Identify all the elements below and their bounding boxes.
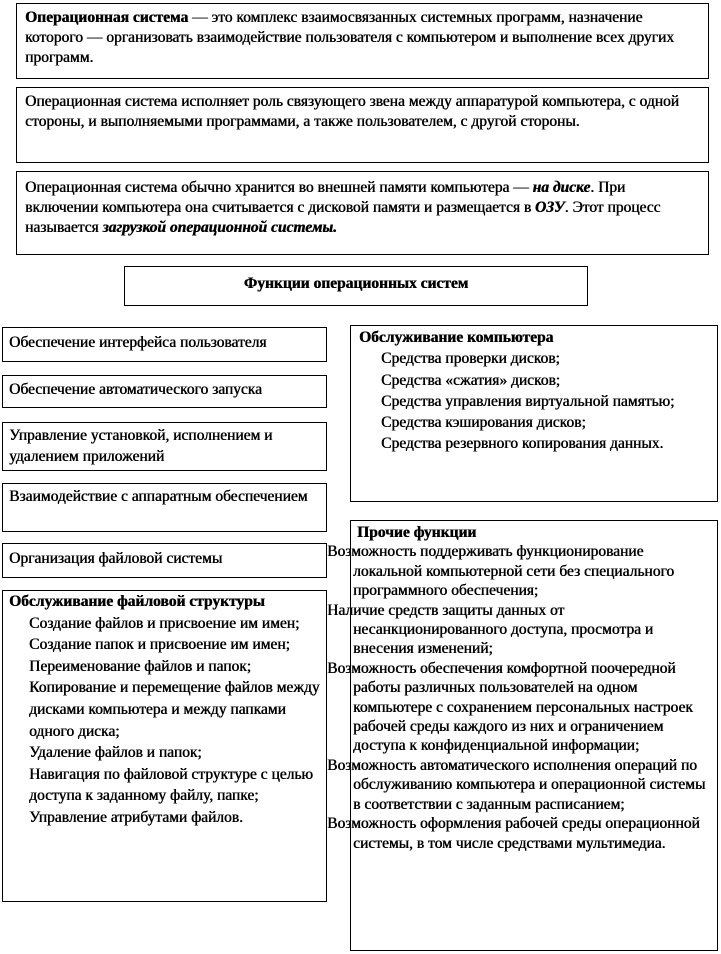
list-item: Возможность обеспечения комфортной поочередной работы различных пользователей на одном компьютере с сохранением персональных настроек рабочей среды каждого из них и ограничением доступа к конфиденциальной информации;: [327, 659, 693, 755]
function-user-interface: [2, 327, 327, 362]
list-item: Возможность оформления рабочей среды операционной системы, в том числе средствами мультимедиа.: [327, 815, 700, 852]
list-item: Средства проверки дисков;: [381, 350, 560, 368]
storage-box: [16, 171, 709, 255]
file-structure-box: [2, 590, 327, 902]
list-item: Удаление файлов и папок;: [29, 744, 202, 762]
functions-title: [124, 266, 588, 306]
computer-service-box: [350, 325, 718, 502]
list-item: Переименование файлов и папок;: [29, 657, 251, 675]
storage-text-2: . При включении компьютера она считывается с дисковой памяти и размещается в: [25, 179, 626, 216]
computer-service-title: Обслуживание компьютера: [359, 329, 554, 346]
list-item: Возможность поддерживать функционирование локальной компьютерной сети без специального программного обеспечения;: [327, 543, 675, 600]
list-item: Средства резервного копирования данных.: [381, 435, 664, 453]
list-item: Навигация по файловой структуре с целью доступа к заданному файлу, папке;: [29, 765, 313, 805]
file-structure-list: [9, 613, 320, 829]
definition-term: Операционная система: [25, 9, 189, 26]
other-functions-list: [327, 542, 713, 853]
list-item: Средства управления виртуальной памятью;: [381, 392, 675, 410]
role-text: Операционная система исполняет роль связующего звена между аппаратурой компьютера, с одной стороны, и выполняемыми программами, а также пользователем, с другой стороны.: [25, 93, 679, 130]
other-functions-box: [327, 520, 718, 951]
role-box: [16, 87, 709, 163]
list-item: Средства кэширования дисков;: [381, 414, 586, 432]
list-item: Создание папок и присвоение им имен;: [29, 636, 290, 654]
function-app-management-text: Управление установкой, исполнением и удалением приложений: [9, 427, 273, 465]
storage-italic-ram: ОЗУ: [534, 199, 565, 216]
other-functions-title: Прочие функции: [357, 524, 477, 541]
storage-text-1: Операционная система обычно хранится во внешней памяти компьютера —: [25, 179, 533, 196]
function-file-system-text: Организация файловой системы: [9, 550, 223, 567]
list-item: Возможность автоматического исполнения операций по обслуживанию компьютера и операционной системы в соответствии с заданным расписанием;: [327, 756, 706, 813]
storage-boot-term: загрузкой операционной системы.: [102, 219, 337, 236]
function-autostart: [2, 375, 327, 408]
list-item: Управление атрибутами файлов.: [29, 808, 243, 826]
storage-text-3: . Этот процесс называется: [25, 199, 661, 236]
function-hardware: [2, 483, 327, 532]
function-autostart-text: Обеспечение автоматического запуска: [9, 381, 262, 398]
list-item: Создание файлов и присвоение им имен;: [29, 614, 300, 632]
list-item: Наличие средств защиты данных от несанкционированного доступа, просмотра и внесения изменений;: [327, 601, 654, 658]
function-app-management: [2, 422, 327, 471]
functions-title-text: Функции операционных систем: [243, 275, 469, 292]
list-item: Копирование и перемещение файлов между дисками компьютера и между папками одного диска;: [29, 679, 320, 740]
storage-italic-disk: на диске: [532, 179, 591, 196]
list-item: Средства «сжатия» дисков;: [381, 371, 560, 389]
function-file-system: [2, 543, 327, 578]
function-user-interface-text: Обеспечение интерфейса пользователя: [9, 334, 267, 351]
function-hardware-text: Взаимодействие с аппаратным обеспечением: [9, 488, 308, 505]
definition-text: — это комплекс взаимосвязанных системных программ, назначение которого — организовать взаимодействие пользователя с компьютером и выполнение всех других программ.: [25, 9, 674, 66]
definition-box: [16, 3, 709, 79]
computer-service-list: [357, 348, 711, 454]
file-structure-title: Обслуживание файловой структуры: [9, 593, 265, 610]
